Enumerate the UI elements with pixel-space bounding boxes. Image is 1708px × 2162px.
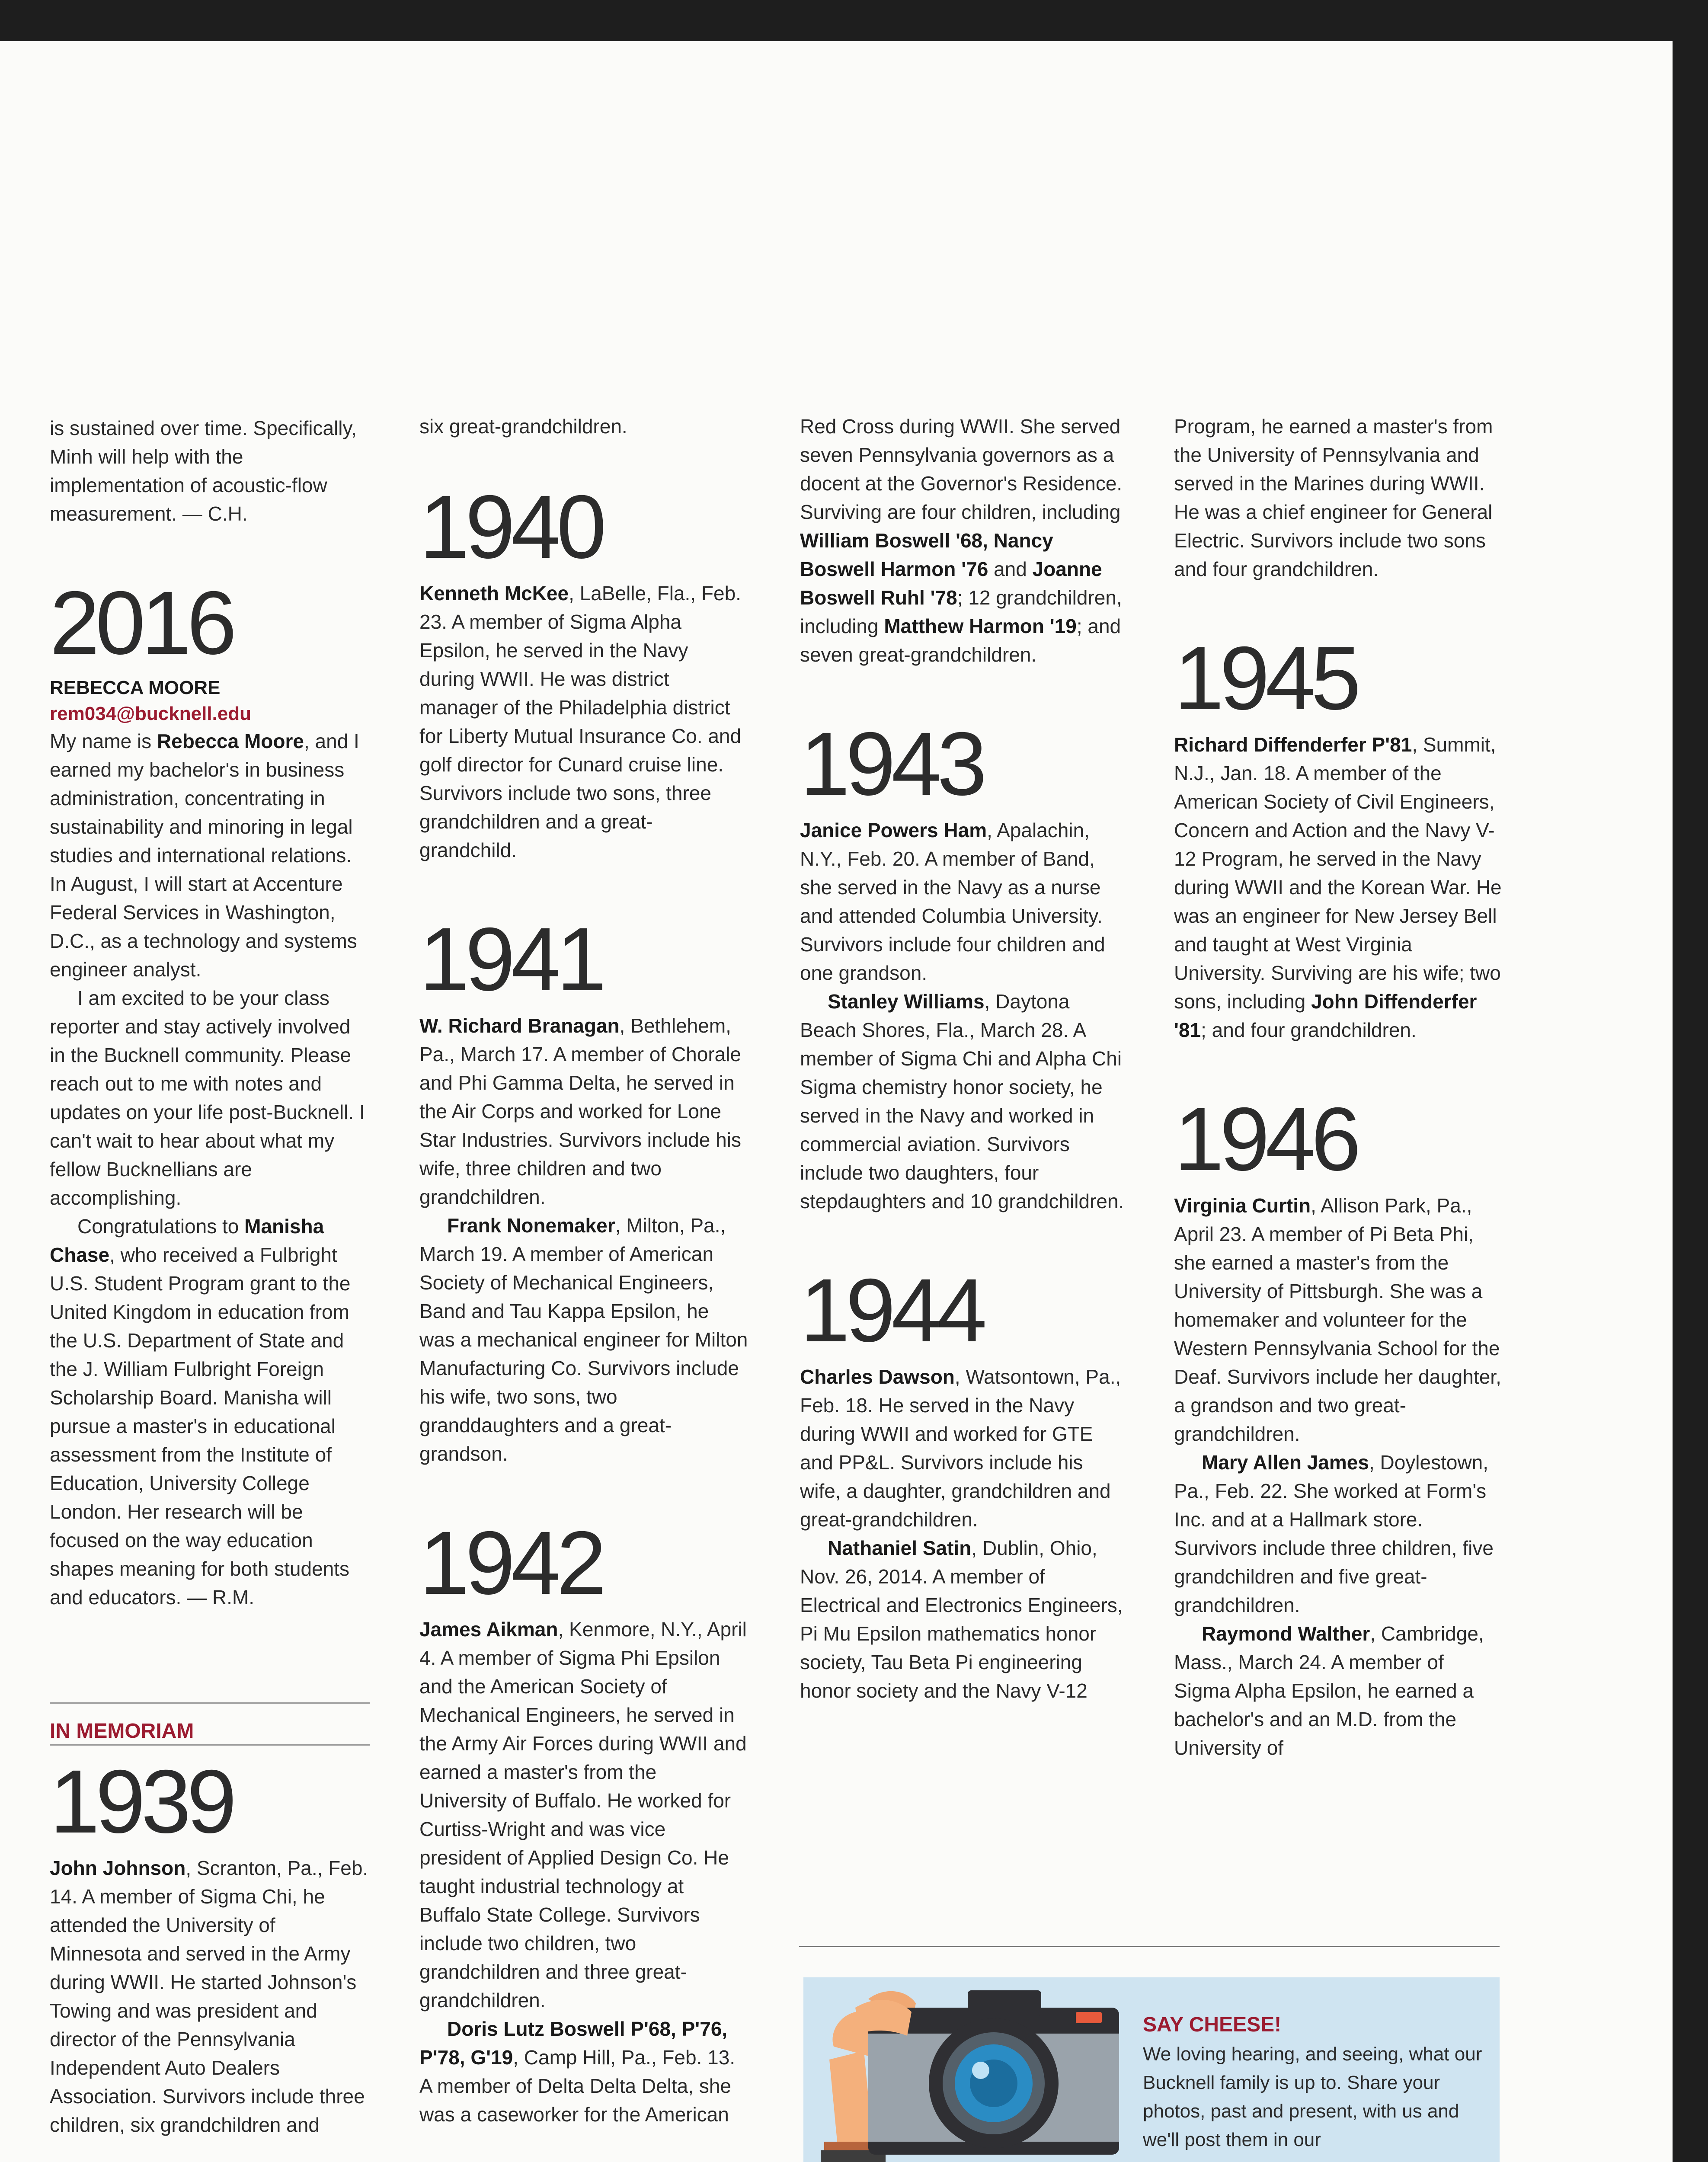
obituary: Raymond Walther, Cambridge, Mass., March 24. A member of Sigma Alpha Epsilon, he earned a bachelor's and an M.D. from the University of	[1174, 1622, 1484, 1759]
year-heading-1944: 1944	[800, 1260, 983, 1361]
divider	[50, 1702, 370, 1704]
class-reporter-name: REBECCA MOORE	[50, 677, 221, 698]
magazine-page	[0, 41, 1673, 2162]
obituary-continuation: Program, he earned a master's from the University of Pennsylvania and served in the Marines during WWII. He was a chief engineer for General Electric. Survivors include two sons and four grandchildren.	[1174, 415, 1493, 580]
say-cheese-text: We loving hearing, and seeing, what our Bucknell family is up to. Share your photos, past and present, with us and we'll post them in our	[1143, 2044, 1482, 2150]
year-heading-1946: 1946	[1174, 1089, 1357, 1190]
column-2	[419, 412, 748, 2129]
year-heading-1940: 1940	[419, 477, 602, 577]
obituary: Mary Allen James, Doylestown, Pa., Feb. 22. She worked at Form's Inc. and at a Hallmark store. Survivors include three children, five grandchildren and five great-grandchildren.	[1174, 1451, 1494, 1616]
class-note-paragraph: I am excited to be your class reporter and stay actively involved in the Bucknell community. Please reach out to me with notes and updates on your life post-Bucknell. I can't wait to hear about what my fellow Bucknellians are accomplishing.	[50, 987, 365, 1209]
obituary: John Johnson, Scranton, Pa., Feb. 14. A member of Sigma Chi, he attended the University of Minnesota and served in the Army during WWII. He started Johnson's Towing and was president and director of the Pennsylvania Independent Auto Dealers Association. Survivors include three children, six grandchildren and	[50, 1857, 368, 2136]
obituary: Virginia Curtin, Allison Park, Pa., April 23. A member of Pi Beta Phi, she earned a master's from the University of Pittsburgh. She was a homemaker and volunteer for the Western Pennsylvania School for the Deaf. Survivors include her daughter, a grandson and two great-grandchildren.	[1174, 1194, 1501, 1445]
obituary: James Aikman, Kenmore, N.Y., April 4. A member of Sigma Phi Epsilon and the American Society of Mechanical Engineers, he served in the Army Air Forces during WWII and earned a master's from the University of Buffalo. He worked for Curtiss-Wright and was vice president of Applied Design Co. He taught industrial technology at Buffalo State College. Survivors include two children, two grandchildren and three great-grandchildren.	[419, 1618, 747, 2012]
camera-icon	[803, 1960, 1132, 2162]
say-cheese-text-continued	[916, 2159, 1491, 2162]
obituary-continuation: six great-grandchildren.	[419, 415, 627, 438]
column-1	[50, 414, 370, 2139]
obituary: Janice Powers Ham, Apalachin, N.Y., Feb. 20. A member of Band, she served in the Navy as a nurse and attended Columbia University. Survivors include four children and one grandson.	[800, 819, 1105, 984]
obituary: W. Richard Branagan, Bethlehem, Pa., March 17. A member of Chorale and Phi Gamma Delta, he served in the Air Corps and worked for Lone Star Industries. Survivors include his wife, three children and two grandchildren.	[419, 1014, 742, 1208]
say-cheese-title: SAY CHEESE!	[1143, 2013, 1282, 2036]
year-heading-1943: 1943	[800, 714, 983, 814]
obituary: Doris Lutz Boswell P'68, P'76, P'78, G'19, Camp Hill, Pa., Feb. 13. A member of Delta Delta Delta, she was a caseworker for the American	[419, 2018, 736, 2126]
year-heading-1941: 1941	[419, 909, 602, 1010]
obituary: Frank Nonemaker, Milton, Pa., March 19. A member of American Society of Mechanical Engineers, Band and Tau Kappa Epsilon, he was a mechanical engineer for Milton Manufacturing Co. Survivors include his wife, two sons, two granddaughters and a great-grandson.	[419, 1214, 748, 1465]
year-heading-1939: 1939	[50, 1752, 233, 1852]
section-title: IN MEMORIAM	[50, 1720, 194, 1743]
class-reporter-email-link[interactable]: rem034@bucknell.edu	[50, 703, 251, 724]
class-note-paragraph: Congratulations to Manisha Chase, who received a Fulbright U.S. Student Program grant to the United Kingdom in education from the U.S. Department of State and the J. William Fulbright Foreign Scholarship Board. Manisha will pursue a master's in educational assessment from the Institute of Education, University College London. Her research will be focused on the way education shapes meaning for both students and educators. — R.M.	[50, 1215, 351, 1609]
obituary: Charles Dawson, Watsontown, Pa., Feb. 18. He served in the Navy during WWII and worked for GTE and PP&L. Survivors include his wife, a daughter, grandchildren and great-grandchildren.	[800, 1366, 1121, 1531]
year-heading-2016: 2016	[50, 573, 233, 673]
say-cheese-box	[803, 1977, 1500, 2162]
divider	[50, 1744, 370, 1746]
in-memoriam-header	[50, 1702, 370, 1746]
year-heading-1945: 1945	[1174, 628, 1357, 729]
column-4	[1174, 412, 1503, 1762]
column-3	[800, 412, 1129, 1705]
class-note-paragraph: My name is Rebecca Moore, and I earned my bachelor's in business administration, concentrating in sustainability and minoring in legal studies and international relations. In August, I will start at Accenture Federal Services in Washington, D.C., as a technology and systems engineer analyst.	[50, 730, 359, 981]
class-note-continuation: is sustained over time. Specifically, Minh will help with the implementation of acoustic-flow measurement. — C.H.	[50, 417, 357, 525]
year-heading-1942: 1942	[419, 1513, 602, 1613]
obituary: Stanley Williams, Daytona Beach Shores, Fla., March 28. A member of Sigma Chi and Alpha Chi Sigma chemistry honor society, he served in the Navy and worked in commercial aviation. Survivors include two daughters, four stepdaughters and 10 grandchildren.	[800, 990, 1124, 1212]
obituary-continuation: Red Cross during WWII. She served seven Pennsylvania governors as a docent at the Governor's Residence. Surviving are four children, including William Boswell '68, Nancy Boswell Harmon '76 and Joanne Boswell Ruhl '78; 12 grandchildren, including Matthew Harmon '19; and seven great-grandchildren.	[800, 415, 1123, 666]
divider	[799, 1946, 1500, 1947]
obituary: Richard Diffenderfer P'81, Summit, N.J., Jan. 18. A member of the American Society of Civil Engineers, Concern and Action and the Navy V-12 Program, he served in the Navy during WWII and the Korean War. He was an engineer for New Jersey Bell and taught at West Virginia University. Surviving are his wife; two sons, including John Diffenderfer '81; and four grandchildren.	[1174, 733, 1502, 1041]
obituary: Nathaniel Satin, Dublin, Ohio, Nov. 26, 2014. A member of Electrical and Electronics Engineers, Pi Mu Epsilon mathematics honor society, Tau Beta Pi engineering honor society and the Navy V-12	[800, 1537, 1123, 1702]
obituary: Kenneth McKee, LaBelle, Fla., Feb. 23. A member of Sigma Alpha Epsilon, he served in the Navy during WWII. He was district manager of the Philadelphia district for Liberty Mutual Insurance Co. and golf director for Cunard cruise line. Survivors include two sons, three grandchildren and a great-grandchild.	[419, 582, 742, 861]
